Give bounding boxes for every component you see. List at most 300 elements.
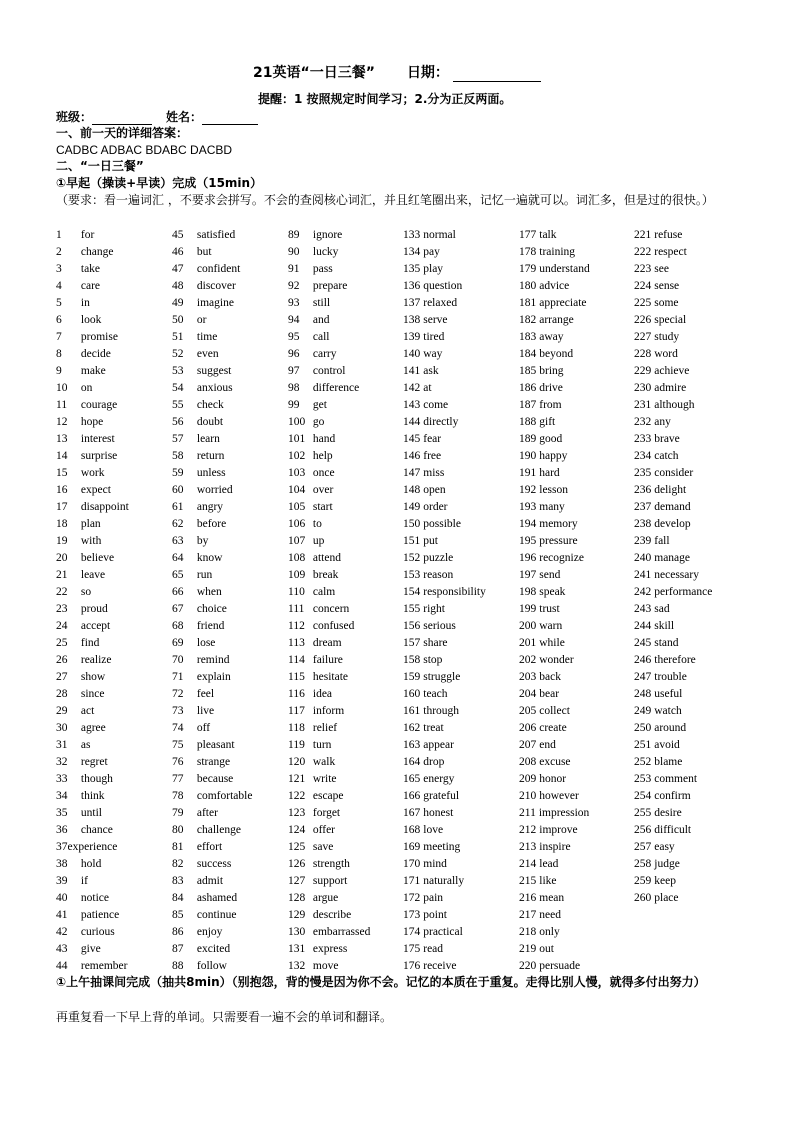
word-text: time [196, 331, 218, 343]
word-text: enjoy [196, 926, 223, 938]
name-label: 姓名： [166, 110, 203, 124]
word-entry [519, 635, 590, 652]
word-text: even [196, 348, 219, 360]
word-entry [288, 941, 370, 958]
word-number: 132 [288, 960, 306, 972]
word-text: teach [423, 688, 448, 700]
word-number: 26 [56, 654, 68, 666]
word-number: 250 [634, 722, 652, 734]
word-entry [288, 312, 370, 329]
word-entry [288, 516, 370, 533]
word-text: share [423, 637, 448, 649]
word-text: back [539, 671, 561, 683]
word-entry [288, 737, 370, 754]
word-number: 85 [172, 909, 184, 921]
word-number: 210 [519, 790, 537, 802]
word-text: pressure [539, 535, 578, 547]
word-number: 84 [172, 892, 184, 904]
word-number: 144 [403, 416, 421, 428]
word-entry [56, 720, 129, 737]
word-number: 238 [634, 518, 652, 530]
word-number: 178 [519, 246, 537, 258]
word-number: 189 [519, 433, 537, 445]
word-entry [56, 397, 129, 414]
word-entry [56, 737, 129, 754]
word-number: 48 [172, 280, 184, 292]
word-text: write [312, 773, 337, 785]
word-text: bear [539, 688, 560, 700]
word-number: 193 [519, 501, 537, 513]
word-text: drive [539, 382, 563, 394]
word-number: 207 [519, 739, 537, 751]
word-text: lose [196, 637, 216, 649]
word-number: 239 [634, 535, 652, 547]
word-text: follow [196, 960, 227, 972]
word-number: 4 [56, 280, 62, 292]
word-entry [519, 873, 590, 890]
word-text: attend [312, 552, 341, 564]
word-number: 25 [56, 637, 68, 649]
word-number: 63 [172, 535, 184, 547]
word-entry [56, 601, 129, 618]
word-number: 103 [288, 467, 306, 479]
word-number: 175 [403, 943, 421, 955]
word-text: through [423, 705, 460, 717]
word-text: study [654, 331, 680, 343]
word-text: feel [196, 688, 215, 700]
word-entry [288, 890, 370, 907]
word-number: 211 [519, 807, 536, 819]
word-number: 77 [172, 773, 184, 785]
word-text: relaxed [423, 297, 458, 309]
word-text: to [312, 518, 322, 530]
word-entry [519, 397, 590, 414]
word-number: 242 [634, 586, 652, 598]
word-text: unless [196, 467, 226, 479]
word-entry [56, 312, 129, 329]
word-text: end [539, 739, 556, 751]
word-text: remind [196, 654, 230, 666]
reminder-text: 提醒：1 按照规定时间学习；2.分为正反两面。 [258, 92, 512, 106]
word-number: 148 [403, 484, 421, 496]
word-number: 254 [634, 790, 652, 802]
word-entry [56, 805, 129, 822]
word-text: express [312, 943, 348, 955]
word-entry [403, 329, 486, 346]
word-entry [172, 890, 252, 907]
word-number: 138 [403, 314, 421, 326]
student-info-row [56, 109, 258, 125]
word-entry [519, 805, 590, 822]
word-number: 6 [56, 314, 62, 326]
word-number: 194 [519, 518, 537, 530]
word-number: 168 [403, 824, 421, 836]
previous-day-answers: CADBC ADBAC BDABC DACBD [56, 143, 233, 157]
word-text: calm [312, 586, 336, 598]
word-number: 42 [56, 926, 68, 938]
word-entry [172, 431, 252, 448]
word-text: trouble [654, 671, 687, 683]
word-entry [56, 244, 129, 261]
word-entry [519, 720, 590, 737]
word-entry [288, 550, 370, 567]
word-number: 183 [519, 331, 537, 343]
word-text: right [423, 603, 445, 615]
word-number: 79 [172, 807, 184, 819]
word-entry [403, 278, 486, 295]
word-text: know [196, 552, 223, 564]
word-text: angry [196, 501, 224, 513]
word-text: trust [539, 603, 560, 615]
word-number: 93 [288, 297, 300, 309]
word-text: discover [196, 280, 236, 292]
word-number: 172 [403, 892, 421, 904]
word-entry [288, 227, 370, 244]
word-number: 169 [403, 841, 421, 853]
word-entry [519, 295, 590, 312]
word-number: 59 [172, 467, 184, 479]
word-text: though [80, 773, 113, 785]
word-number: 152 [403, 552, 421, 564]
word-text: good [539, 433, 563, 445]
word-number: 231 [634, 399, 652, 411]
word-number: 30 [56, 722, 68, 734]
word-entry [56, 414, 129, 431]
word-number: 182 [519, 314, 537, 326]
word-entry [634, 465, 712, 482]
word-number: 180 [519, 280, 537, 292]
word-number: 171 [403, 875, 421, 887]
word-entry [403, 822, 486, 839]
word-text: but [196, 246, 212, 258]
word-entry [172, 941, 252, 958]
word-text: persuade [539, 960, 581, 972]
word-number: 218 [519, 926, 537, 938]
word-text: for [80, 229, 95, 241]
word-number: 213 [519, 841, 537, 853]
word-entry [56, 958, 129, 975]
word-number: 159 [403, 671, 421, 683]
word-entry [288, 329, 370, 346]
word-number: 124 [288, 824, 306, 836]
word-text: in [80, 297, 90, 309]
word-entry [519, 244, 590, 261]
word-text: recognize [539, 552, 584, 564]
word-text: ask [423, 365, 439, 377]
word-text: improve [539, 824, 578, 836]
word-entry [634, 244, 712, 261]
word-entry [519, 601, 590, 618]
word-entry [172, 958, 252, 975]
word-number: 243 [634, 603, 652, 615]
word-text: desire [654, 807, 682, 819]
word-number: 249 [634, 705, 652, 717]
word-text: demand [654, 501, 691, 513]
word-entry [288, 346, 370, 363]
word-entry [56, 754, 129, 771]
word-number: 116 [288, 688, 305, 700]
word-number: 174 [403, 926, 421, 938]
word-text: confirm [654, 790, 691, 802]
word-number: 167 [403, 807, 421, 819]
word-entry [172, 346, 252, 363]
section2-heading: 二、“一日三餐” [56, 159, 144, 173]
word-number: 86 [172, 926, 184, 938]
word-entry [403, 873, 486, 890]
word-text: learn [196, 433, 220, 445]
word-entry [56, 686, 129, 703]
word-text: appear [423, 739, 454, 751]
word-entry [519, 771, 590, 788]
word-number: 104 [288, 484, 306, 496]
word-text: delight [654, 484, 687, 496]
word-text: warn [539, 620, 563, 632]
word-number: 82 [172, 858, 184, 870]
word-entry [519, 312, 590, 329]
word-number: 71 [172, 671, 184, 683]
word-text: catch [654, 450, 679, 462]
word-entry [634, 261, 712, 278]
word-number: 151 [403, 535, 421, 547]
word-text: argue [312, 892, 339, 904]
word-number: 119 [288, 739, 305, 751]
word-text: blame [654, 756, 683, 768]
word-number: 58 [172, 450, 184, 462]
word-number: 204 [519, 688, 537, 700]
word-entry [519, 839, 590, 856]
word-number: 212 [519, 824, 537, 836]
word-text: excuse [539, 756, 571, 768]
word-text: go [312, 416, 325, 428]
word-number: 37 [56, 841, 68, 853]
word-entry [634, 567, 712, 584]
word-text: comfortable [196, 790, 253, 802]
word-text: idea [312, 688, 333, 700]
word-number: 36 [56, 824, 68, 836]
word-number: 225 [634, 297, 652, 309]
word-entry [403, 754, 486, 771]
word-number: 255 [634, 807, 652, 819]
word-text: success [196, 858, 232, 870]
word-text: if [80, 875, 88, 887]
word-entry [403, 448, 486, 465]
word-text: open [423, 484, 446, 496]
word-entry [172, 448, 252, 465]
word-text: practical [423, 926, 463, 938]
word-text: satisfied [196, 229, 236, 241]
word-text: happy [539, 450, 568, 462]
word-text: make [80, 365, 106, 377]
word-text: responsibility [423, 586, 486, 598]
word-text: care [80, 280, 101, 292]
word-entry [634, 533, 712, 550]
word-number: 81 [172, 841, 184, 853]
word-number: 123 [288, 807, 306, 819]
word-text: drop [423, 756, 445, 768]
word-number: 201 [519, 637, 537, 649]
word-text: difference [312, 382, 360, 394]
word-number: 259 [634, 875, 652, 887]
word-entry [519, 414, 590, 431]
word-entry [403, 771, 486, 788]
word-entry [288, 720, 370, 737]
word-number: 155 [403, 603, 421, 615]
word-text: inspire [539, 841, 571, 853]
word-entry [634, 516, 712, 533]
word-entry [519, 516, 590, 533]
word-number: 147 [403, 467, 421, 479]
word-entry [172, 720, 252, 737]
word-number: 19 [56, 535, 68, 547]
word-entry [403, 533, 486, 550]
word-text: start [312, 501, 333, 513]
word-entry [56, 924, 129, 941]
word-text: leave [80, 569, 106, 581]
word-number: 114 [288, 654, 305, 666]
word-text: mind [423, 858, 447, 870]
word-text: interest [80, 433, 115, 445]
word-text: live [196, 705, 215, 717]
word-entry [403, 907, 486, 924]
word-text: point [423, 909, 447, 921]
word-text: check [196, 399, 224, 411]
word-entry [56, 788, 129, 805]
word-entry [403, 465, 486, 482]
word-text: get [312, 399, 327, 411]
word-entry [519, 499, 590, 516]
word-number: 74 [172, 722, 184, 734]
word-number: 161 [403, 705, 421, 717]
word-entry [288, 261, 370, 278]
word-entry [403, 805, 486, 822]
word-entry [634, 329, 712, 346]
word-text: pay [423, 246, 440, 258]
word-text: work [80, 467, 105, 479]
word-entry [172, 788, 252, 805]
word-number: 185 [519, 365, 537, 377]
word-number: 140 [403, 348, 421, 360]
word-entry [403, 244, 486, 261]
word-text: create [539, 722, 567, 734]
word-text: notice [80, 892, 109, 904]
word-text: carry [312, 348, 337, 360]
word-entry [634, 397, 712, 414]
word-number: 170 [403, 858, 421, 870]
word-text: by [196, 535, 209, 547]
word-number: 17 [56, 501, 68, 513]
word-number: 23 [56, 603, 68, 615]
word-entry [172, 754, 252, 771]
word-text: develop [654, 518, 691, 530]
word-number: 142 [403, 382, 421, 394]
class-blank[interactable] [92, 112, 152, 125]
word-number: 51 [172, 331, 184, 343]
word-entry [172, 907, 252, 924]
word-text: inform [312, 705, 345, 717]
word-entry [634, 703, 712, 720]
word-number: 54 [172, 382, 184, 394]
word-number: 8 [56, 348, 62, 360]
word-number: 191 [519, 467, 537, 479]
word-entry [172, 567, 252, 584]
word-entry [288, 618, 370, 635]
word-entry [634, 737, 712, 754]
word-text: find [80, 637, 100, 649]
word-entry [634, 295, 712, 312]
word-text: anxious [196, 382, 233, 394]
word-entry [519, 737, 590, 754]
word-text: worried [196, 484, 233, 496]
word-text: because [196, 773, 234, 785]
word-number: 32 [56, 756, 68, 768]
word-entry [288, 295, 370, 312]
word-text: memory [539, 518, 578, 530]
word-text: normal [423, 229, 456, 241]
word-entry [519, 652, 590, 669]
word-number: 176 [403, 960, 421, 972]
word-entry [172, 227, 252, 244]
word-entry [519, 890, 590, 907]
word-text: need [539, 909, 561, 921]
word-text: some [654, 297, 679, 309]
word-number: 247 [634, 671, 652, 683]
name-blank[interactable] [202, 112, 258, 125]
word-entry [56, 533, 129, 550]
word-number: 156 [403, 620, 421, 632]
date-blank[interactable] [453, 67, 541, 82]
word-text: manage [654, 552, 691, 564]
word-text: hesitate [312, 671, 348, 683]
word-text: and [312, 314, 330, 326]
word-number: 95 [288, 331, 300, 343]
word-number: 130 [288, 926, 306, 938]
word-number: 131 [288, 943, 306, 955]
word-entry [56, 567, 129, 584]
word-entry [56, 227, 129, 244]
noon-task-instruction: 再重复看一下早上背的单词。只需要看一遍不会的单词和翻译。 [56, 1010, 393, 1024]
word-number: 165 [403, 773, 421, 785]
word-entry [634, 669, 712, 686]
date-label: 日期： [406, 65, 449, 81]
word-text: wonder [539, 654, 574, 666]
word-number: 173 [403, 909, 421, 921]
word-text: ashamed [196, 892, 238, 904]
word-number: 38 [56, 858, 68, 870]
word-text: only [539, 926, 560, 938]
word-entry [403, 839, 486, 856]
word-entry [634, 584, 712, 601]
word-number: 251 [634, 739, 652, 751]
word-entry [56, 499, 129, 516]
word-entry [56, 873, 129, 890]
word-entry [288, 448, 370, 465]
word-entry [56, 261, 129, 278]
word-entry [519, 482, 590, 499]
word-entry [172, 584, 252, 601]
word-entry [172, 295, 252, 312]
word-entry [403, 652, 486, 669]
word-number: 163 [403, 739, 421, 751]
word-entry [403, 312, 486, 329]
word-number: 228 [634, 348, 652, 360]
word-entry [634, 346, 712, 363]
vocabulary-list [56, 227, 756, 975]
word-text: fear [423, 433, 442, 445]
word-text: training [539, 246, 576, 258]
word-text: honest [423, 807, 454, 819]
word-number: 49 [172, 297, 184, 309]
word-number: 99 [288, 399, 300, 411]
